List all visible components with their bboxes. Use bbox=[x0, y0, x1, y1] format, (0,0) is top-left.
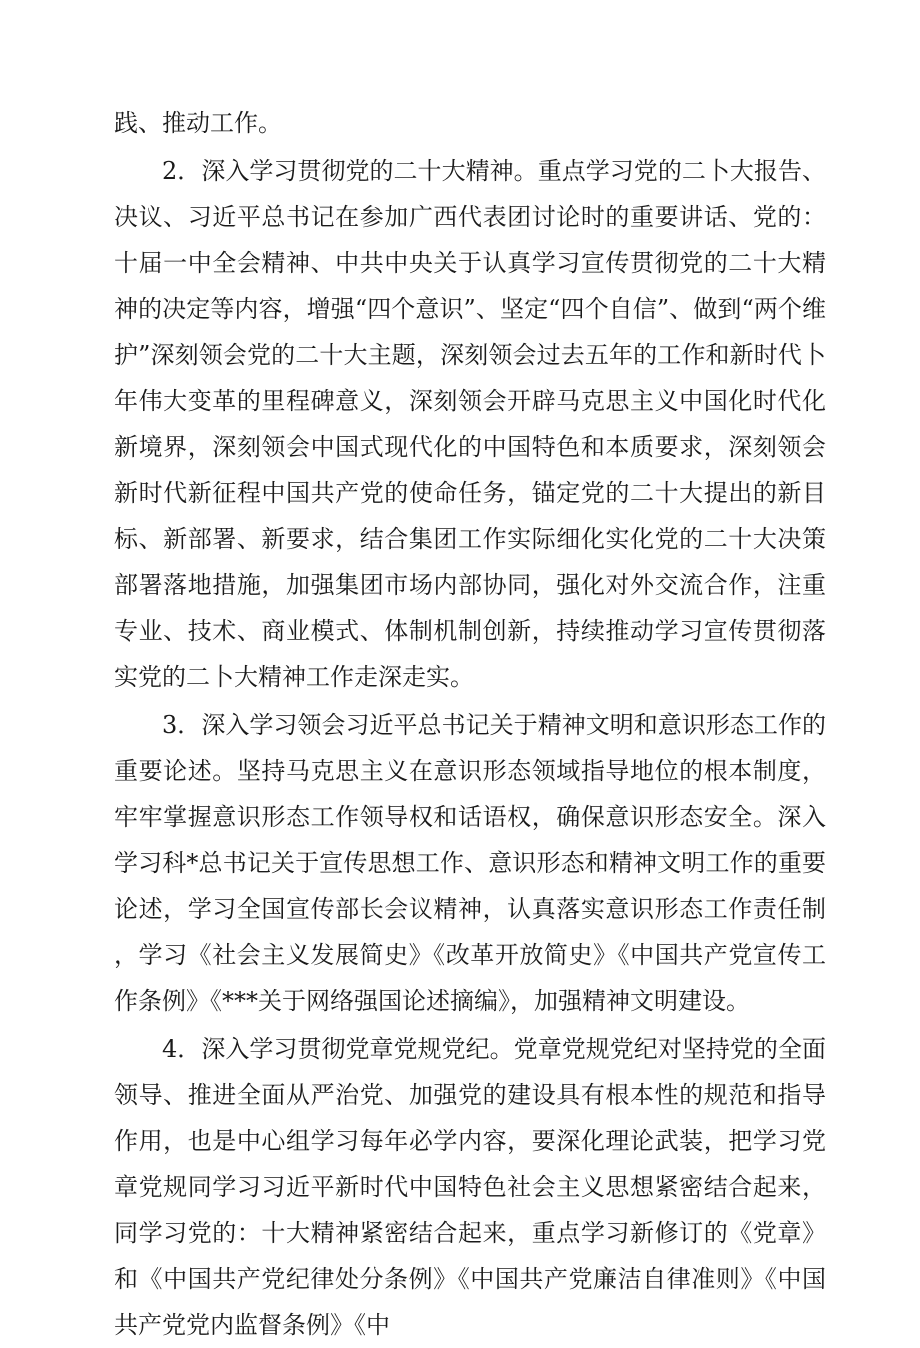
paragraph-item-2: 2．深入学习贯彻党的二十大精神。重点学习党的二卜大报告、决议、习近平总书记在参加广西代表团讨论时的重要讲话、党的：十届一中全会精神、中共中央关于认真学习宣传贯彻党的二十大精神的决定等内容，增强“四个意识”、坚定“四个自信”、做到“两个维护”深刻领会党的二十大主题，深刻领会过去五年的工作和新时代卜年伟大变革的里程碑意义，深刻领会开辟马克思主义中国化时代化新境界，深刻领会中国式现代化的中国特色和本质要求，深刻领会新时代新征程中国共产党的使命任务，锚定党的二十大提出的新目标、新部署、新要求，结合集团工作实际细化实化党的二十大决策部署落地措施，加强集团市场内部协同，强化对外交流合作，注重专业、技术、商业模式、体制机制创新，持续推动学习宣传贯彻落实党的二卜大精神工作走深走实。 bbox=[114, 157, 826, 691]
paragraph-item-4: 4．深入学习贯彻党章党规党纪。党章党规党纪对坚持党的全面领导、推进全面从严治党、加强党的建设具有根本性的规范和指导作用，也是中心组学习每年必学内容，要深化理论武装，把学习党章党规同学习习近平新时代中国特色社会主义思想紧密结合起来，同学习党的：十大精神紧密结合起来，重点学习新修订的《党章》和《中国共产党纪律处分条例》《中国共产党廉洁自律准则》《中国共产党党内监督条例》《中 bbox=[114, 1035, 826, 1339]
paragraph-continuation: 践、推动工作。 bbox=[114, 109, 282, 137]
document-body bbox=[114, 100, 826, 1348]
paragraph-item-3: 3．深入学习领会习近平总书记关于精神文明和意识形态工作的重要论述。坚持马克思主义在意识形态领域指导地位的根本制度，牢牢掌握意识形态工作领导权和话语权，确保意识形态安全。深入学习科*总书记关于宣传思想工作、意识形态和精神文明工作的重要论述，学习全国宣传部长会议精神，认真落实意识形态工作责任制，学习《社会主义发展简史》《改革开放简史》《中国共产党宣传工作条例》《***关于网络强国论述摘编》，加强精神文明建设。 bbox=[114, 711, 826, 1015]
